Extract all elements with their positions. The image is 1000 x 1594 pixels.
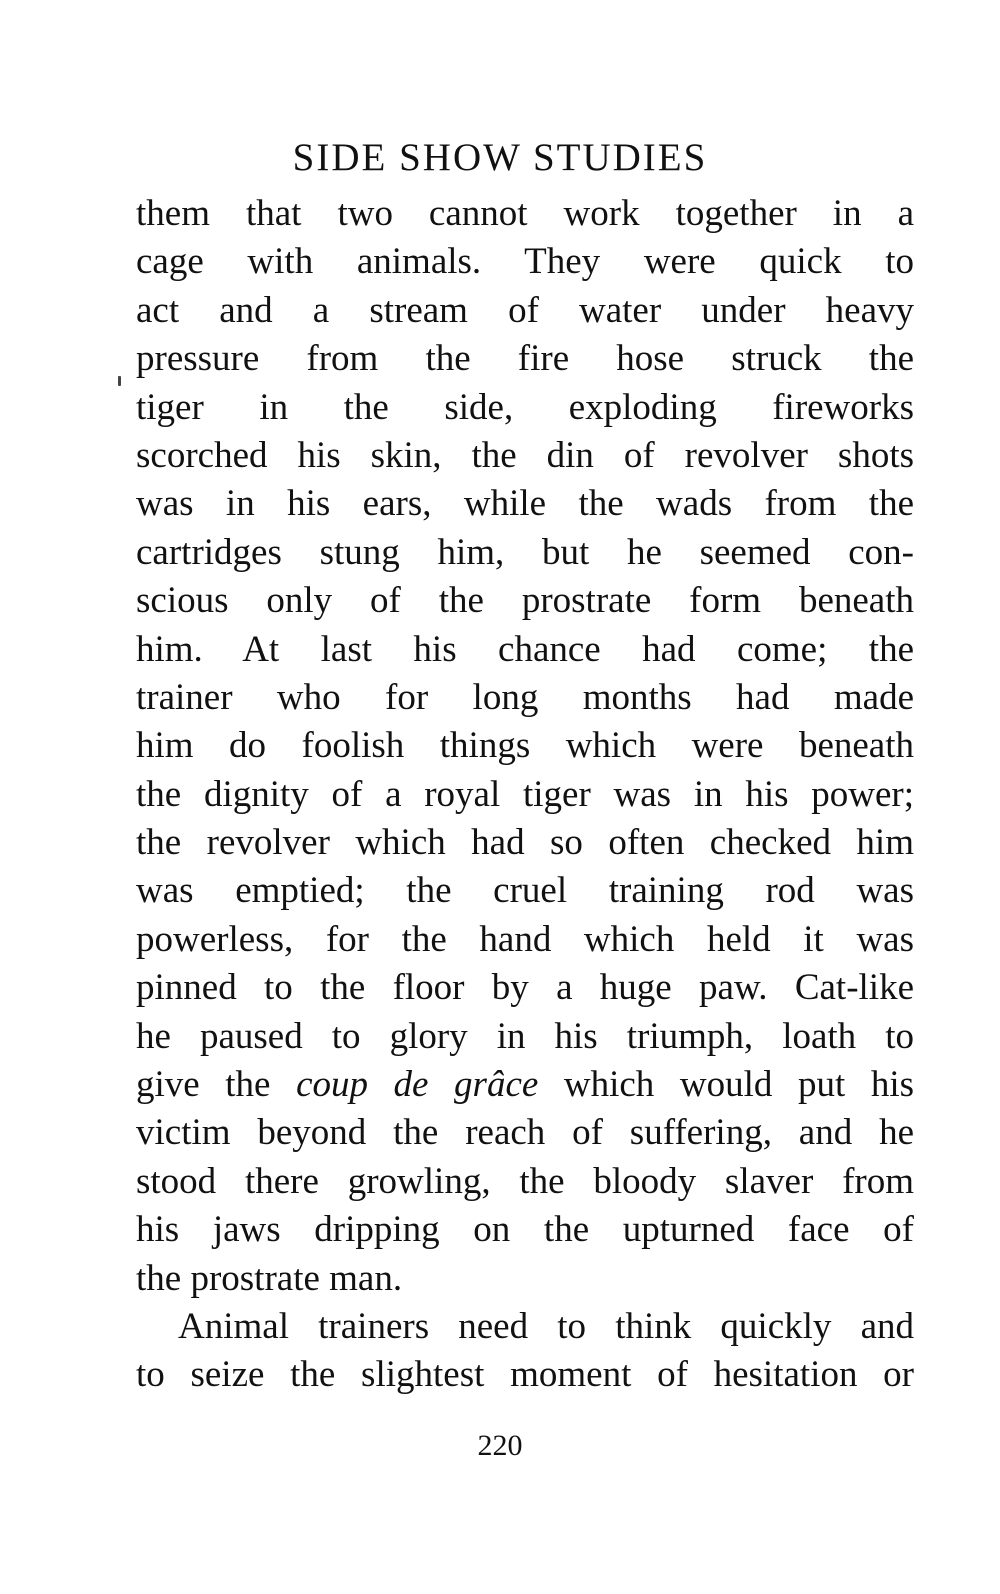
text-line: to seize the slightest moment of hesitation or: [136, 1354, 914, 1396]
text-line: the dignity of a royal tiger was in his power;: [136, 773, 914, 815]
text-line: cartridges stung him, but he seemed con-: [136, 531, 914, 573]
text-line: pressure from the fire hose struck the: [136, 338, 914, 380]
paragraph-1: [136, 190, 914, 1303]
text-line: was in his ears, while the wads from the: [136, 483, 914, 525]
text-line: act and a stream of water under heavy: [136, 289, 914, 331]
text-line: Animal trainers need to think quickly and: [178, 1305, 914, 1347]
page-number: 220: [477, 1429, 523, 1462]
text-segment: which would put his: [538, 1064, 914, 1106]
text-line: stood there growling, the bloody slaver from: [136, 1160, 914, 1202]
text-line: his jaws dripping on the upturned face of: [136, 1209, 914, 1251]
text-segment: give the: [136, 1064, 297, 1106]
running-head: SIDE SHOW STUDIES: [292, 136, 708, 179]
text-line: was emptied; the cruel training rod was: [136, 870, 914, 912]
paragraph-2: [136, 1303, 914, 1400]
text-line: them that two cannot work together in a: [136, 193, 914, 234]
text-line: him. At last his chance had come; the: [136, 628, 914, 670]
text-line: tiger in the side, exploding fireworks: [136, 386, 914, 428]
text-line: him do foolish things which were beneath: [136, 725, 914, 767]
text-line: powerless, for the hand which held it was: [136, 918, 914, 960]
text-line: victim beyond the reach of suffering, and he: [136, 1112, 914, 1154]
text-line: trainer who for long months had made: [136, 676, 914, 718]
text-line: scious only of the prostrate form beneath: [136, 580, 914, 622]
text-line: pinned to the floor by a huge paw. Cat-like: [136, 967, 914, 1009]
text-line: the prostrate man.: [136, 1257, 403, 1299]
text-line-with-italic: [136, 1061, 914, 1109]
text-line: the revolver which had so often checked him: [136, 822, 914, 864]
text-line: he paused to glory in his triumph, loath to: [136, 1015, 914, 1057]
text-line: cage with animals. They were quick to: [136, 241, 914, 283]
italic-phrase: coup de grâce: [296, 1064, 539, 1106]
text-line: scorched his skin, the din of revolver shots: [136, 434, 914, 476]
body-text: [136, 190, 914, 1400]
ink-speck: [118, 376, 121, 386]
